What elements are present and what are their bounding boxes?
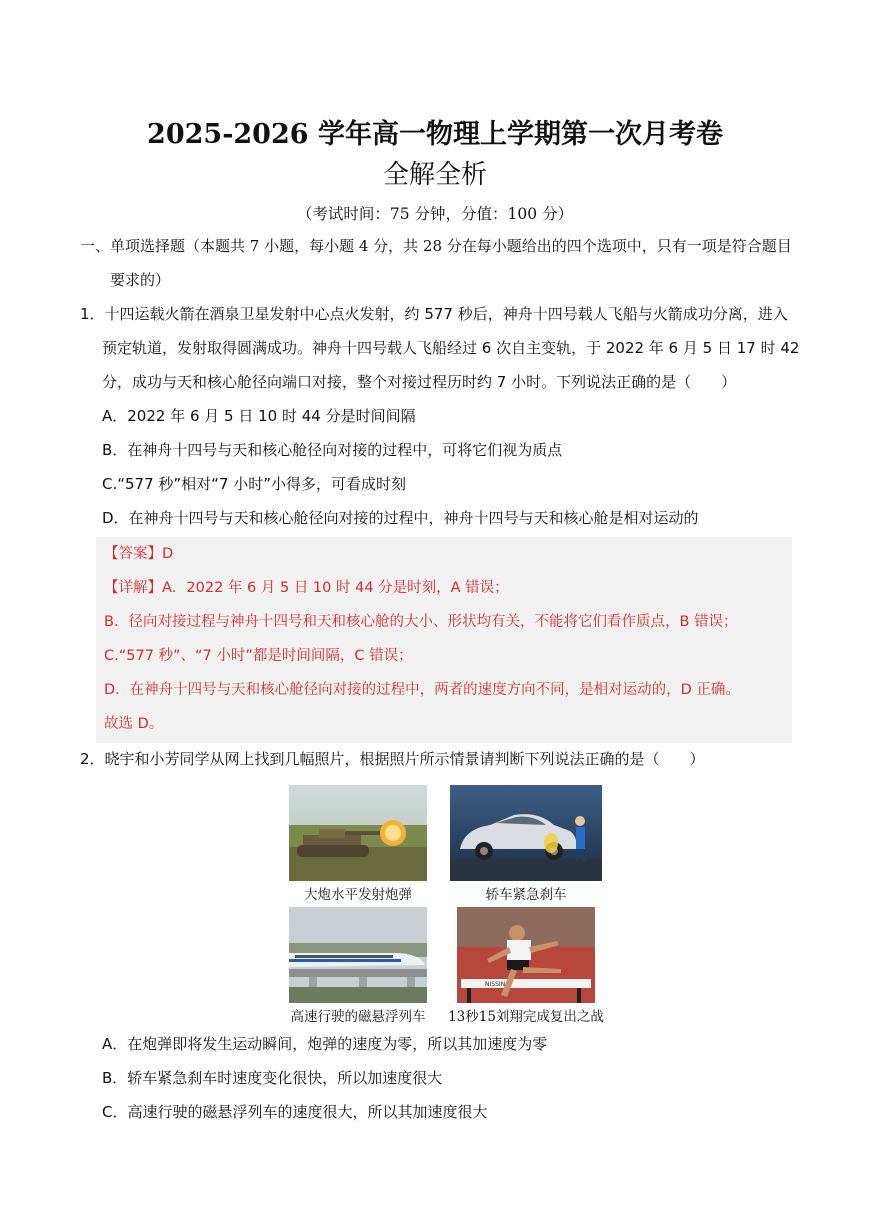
q2-option-c: C．高速行驶的磁悬浮列车的速度很大，所以其加速度很大 [102,1103,488,1121]
maglev-train-photo [289,907,427,1003]
photo-caption-maglev: 高速行驶的磁悬浮列车 [290,1009,426,1025]
hurdle-sign: NISSIN [485,981,506,988]
photo-caption-car: 轿车紧急刹车 [485,887,567,903]
photo-caption-hurdler: 13秒15刘翔完成复出之战 [448,1009,604,1025]
q1-explanation-a: 【详解】A．2022 年 6 月 5 日 10 时 44 分是时刻，A 错误； [104,580,509,596]
page-title: 2025-2026 学年高一物理上学期第一次月考卷 [147,119,723,150]
q1-stem-line2: 预定轨道，发射取得圆满成功。神舟十四号载人飞船经过 6 次自主变轨，于 2022 年 6 月 5 日 17 时 42 [102,339,800,357]
tank-firing-photo [289,785,427,881]
q1-conclusion: 故选 D。 [104,716,164,732]
q1-stem-line3: 分，成功与天和核心舱径向端口对接，整个对接过程历时约 7 小时。下列说法正确的是（ ） [102,373,737,391]
q2-option-a: A．在炮弹即将发生运动瞬间，炮弹的速度为零，所以其加速度为零 [102,1035,548,1053]
q1-answer-box [96,537,792,743]
photo-caption-tank: 大炮水平发射炮弹 [304,887,412,903]
q1-stem-line1: 1．十四运载火箭在酒泉卫星发射中心点火发射，约 577 秒后，神舟十四号载人飞船与火箭成功分离，进入 [80,305,788,323]
section-heading-line2: 要求的） [110,271,171,289]
q2-option-b: B．轿车紧急刹车时速度变化很快，所以加速度很大 [102,1069,443,1087]
car-braking-photo [450,785,602,881]
q1-answer: 【答案】D [104,546,174,562]
exam-info: （考试时间：75 分钟，分值：100 分） [296,205,574,223]
q1-option-d: D．在神舟十四号与天和核心舱径向对接的过程中，神舟十四号与天和核心舱是相对运动的 [102,509,699,527]
q1-option-b: B．在神舟十四号与天和核心舱径向对接的过程中，可将它们视为质点 [102,441,563,459]
q2-stem: 2．晓宇和小芳同学从网上找到几幅照片，根据照片所示情景请判断下列说法正确的是（ ） [80,750,705,768]
section-heading-line1: 一、单项选择题（本题共 7 小题，每小题 4 分，共 28 分在每小题给出的四个选项中，只有一项是符合题目 [80,237,792,255]
q1-explanation-b: B．径向对接过程与神舟十四号和天和核心舱的大小、形状均有关，不能将它们看作质点，B 错误； [104,614,738,630]
q1-option-a: A．2022 年 6 月 5 日 10 时 44 分是时间间隔 [102,407,416,425]
page-subtitle: 全解全析 [382,160,487,190]
q1-explanation-d: D．在神舟十四号与天和核心舱径向对接的过程中，两者的速度方向不同，是相对运动的，D 正确。 [104,682,740,698]
hurdler-photo [457,907,595,1003]
q1-option-c: C.“577 秒”相对“7 小时”小得多，可看成时刻 [102,475,407,493]
q1-explanation-c: C.“577 秒”、“7 小时”都是时间间隔，C 错误； [104,648,413,664]
